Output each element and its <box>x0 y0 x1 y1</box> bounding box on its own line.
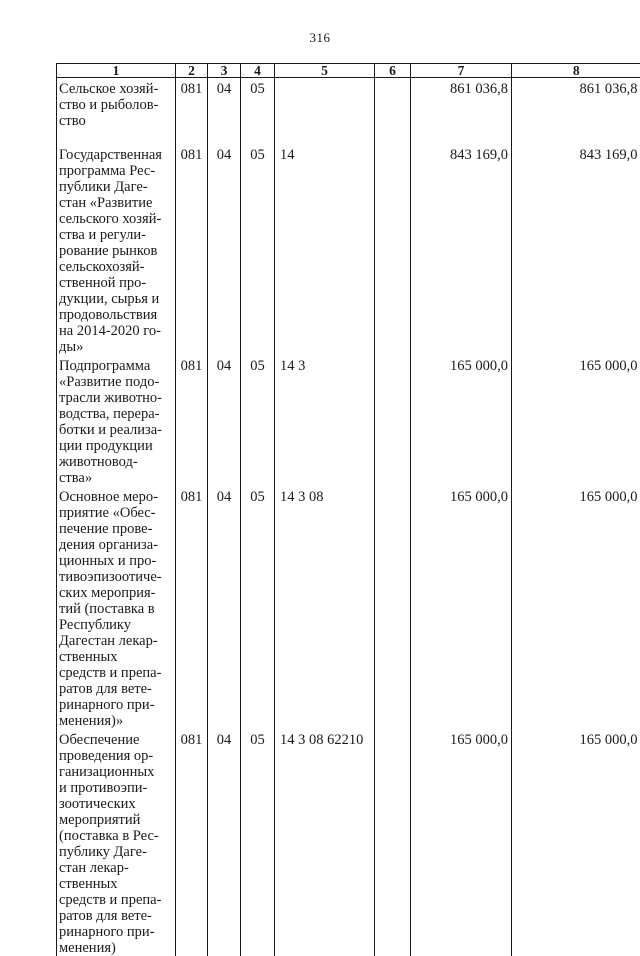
row-subsection-code: 05 <box>241 729 275 956</box>
row-section-code: 04 <box>208 78 241 145</box>
row-subsection-code: 05 <box>241 486 275 729</box>
row-section-code: 04 <box>208 486 241 729</box>
row-expense-type <box>375 78 411 145</box>
table-row <box>57 729 640 956</box>
row-target-article <box>275 78 375 145</box>
table-row <box>57 78 640 145</box>
column-header-3: 3 <box>208 64 241 78</box>
row-ministry-code: 081 <box>176 78 208 145</box>
row-ministry-code: 081 <box>176 355 208 486</box>
column-header-7: 7 <box>411 64 512 78</box>
row-target-article: 14 3 08 62210 <box>275 729 375 956</box>
row-amount-7: 843 169,0 <box>411 144 512 355</box>
row-name: Основное меро- приятие «Обес- печение прове- дения организа- ционных и про- тивоэпизоотиче- ских мероприя- тий (поставка в Республику Дагестан лекар- ственных средств и препа- ратов для вете- ринарного при- менения)» <box>57 486 176 729</box>
row-subsection-code: 05 <box>241 144 275 355</box>
column-header-5: 5 <box>275 64 375 78</box>
row-target-article: 14 <box>275 144 375 355</box>
row-name: Обеспечение проведения ор- ганизационных и противоэпи- зоотических мероприятий (поставка в Рес- публику Даге- стан лекар- ственных средств и препа- ратов для вете- ринарного при- менения) <box>57 729 176 956</box>
table-header <box>57 64 640 78</box>
column-header-6: 6 <box>375 64 411 78</box>
row-ministry-code: 081 <box>176 729 208 956</box>
row-amount-8: 165 000,0 <box>512 729 640 956</box>
row-ministry-code: 081 <box>176 486 208 729</box>
row-amount-7: 861 036,8 <box>411 78 512 145</box>
row-target-article: 14 3 <box>275 355 375 486</box>
row-amount-8: 861 036,8 <box>512 78 640 145</box>
row-expense-type <box>375 355 411 486</box>
header-row <box>57 64 640 78</box>
row-name: Государственная программа Рес- публики Даге- стан «Развитие сельского хозяй- ства и регули- рование рынков сельскохозяй- ственной про- дукции, сырья и продовольствия на 2014-2020 го- ды» <box>57 144 176 355</box>
budget-table <box>56 63 640 956</box>
row-expense-type <box>375 144 411 355</box>
table-row <box>57 144 640 355</box>
column-header-1: 1 <box>57 64 176 78</box>
column-header-4: 4 <box>241 64 275 78</box>
row-amount-7: 165 000,0 <box>411 355 512 486</box>
row-expense-type <box>375 729 411 956</box>
column-header-8: 8 <box>512 64 640 78</box>
row-target-article: 14 3 08 <box>275 486 375 729</box>
row-amount-7: 165 000,0 <box>411 729 512 956</box>
row-amount-8: 165 000,0 <box>512 486 640 729</box>
row-section-code: 04 <box>208 355 241 486</box>
row-name: Сельское хозяй- ство и рыболов- ство <box>57 78 176 145</box>
table-body <box>57 78 640 956</box>
row-amount-7: 165 000,0 <box>411 486 512 729</box>
row-name: Подпрограмма «Развитие подо- трасли животно- водства, перера- ботки и реализа- ции продукции животновод- ства» <box>57 355 176 486</box>
row-subsection-code: 05 <box>241 355 275 486</box>
row-amount-8: 165 000,0 <box>512 355 640 486</box>
page-number: 316 <box>0 30 640 46</box>
row-section-code: 04 <box>208 144 241 355</box>
row-section-code: 04 <box>208 729 241 956</box>
row-ministry-code: 081 <box>176 144 208 355</box>
row-amount-8: 843 169,0 <box>512 144 640 355</box>
row-expense-type <box>375 486 411 729</box>
column-header-2: 2 <box>176 64 208 78</box>
table-row <box>57 486 640 729</box>
row-subsection-code: 05 <box>241 78 275 145</box>
table-row <box>57 355 640 486</box>
